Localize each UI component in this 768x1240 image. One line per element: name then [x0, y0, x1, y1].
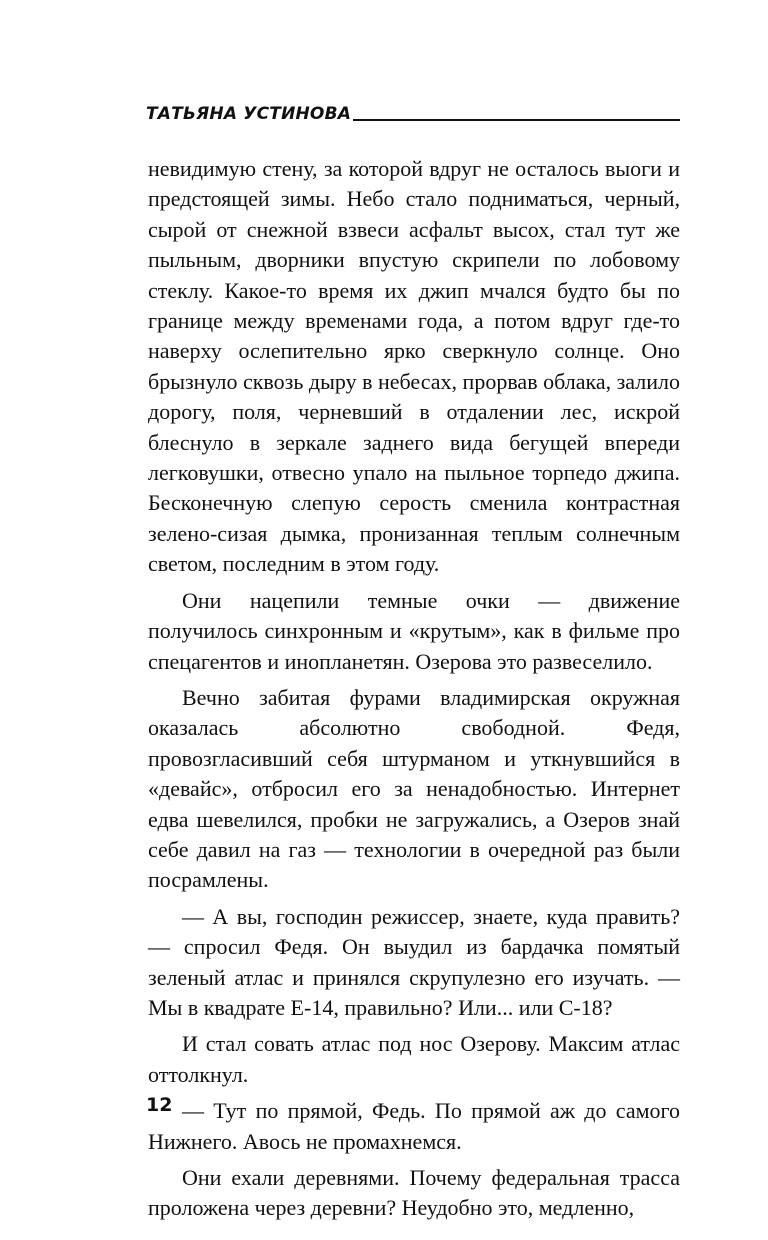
- body-text: [148, 154, 680, 1230]
- paragraph: Они нацепили темные очки — движение получилось синхронным и «крутым», как в фильме про спецагентов и инопланетян. Озерова это развеселило.: [148, 587, 680, 674]
- author-name: ТАТЬЯНА УСТИНОВА: [146, 104, 352, 124]
- paragraph: невидимую стену, за которой вдруг не осталось выоги и предстоящей зимы. Небо стало подниматься, черный, сырой от снежной взвеси асфальт высох, стал тут же пыльным, дворники впустую скрипели по лобовому стеклу. Какое-то время их джип мчался будто бы по границе между временами года, а потом вдруг где-то наверху ослепительно ярко сверкнуло солнце. Оно брызнуло сквозь дыру в небесах, прорвав облака, залило дорогу, поля, черневший в отдалении лес, искрой блеснуло в зеркале заднего вида бегущей впереди легковушки, отвесно упало на пыльное торпедо джипа. Бесконечную слепую серость сменила контрастная зелено-сизая дымка, пронизанная теплым солнечным светом, последним в этом году.: [148, 156, 680, 577]
- page-number: 12: [146, 1094, 173, 1116]
- paragraph: — А вы, господин режиссер, знаете, куда править? — спросил Федя. Он выудил из бардачка помятый зеленый атлас и принялся скрупулезно его изучать. — Мы в квадрате Е-14, правильно? Или... или С-18?: [148, 903, 680, 1020]
- paragraph: И стал совать атлас под нос Озерову. Максим атлас оттолкнул.: [148, 1031, 680, 1087]
- paragraph: Они ехали деревнями. Почему федеральная трасса проложена через деревни? Неудобно это, медленно,: [148, 1165, 680, 1221]
- header-rule: [353, 119, 680, 121]
- running-header: [146, 104, 680, 124]
- paragraph: Вечно забитая фурами владимирская окружная оказалась абсолютно свободной. Федя, провозгласивший себя штурманом и уткнувшийся в «девайс», отбросил его за ненадобностью. Интернет едва шевелился, пробки не загружались, а Озеров знай себе давил на газ — технологии в очередной раз были посрамлены.: [148, 684, 680, 893]
- paragraph: — Тут по прямой, Федь. По прямой аж до самого Нижнего. Авось не промахнемся.: [148, 1098, 680, 1154]
